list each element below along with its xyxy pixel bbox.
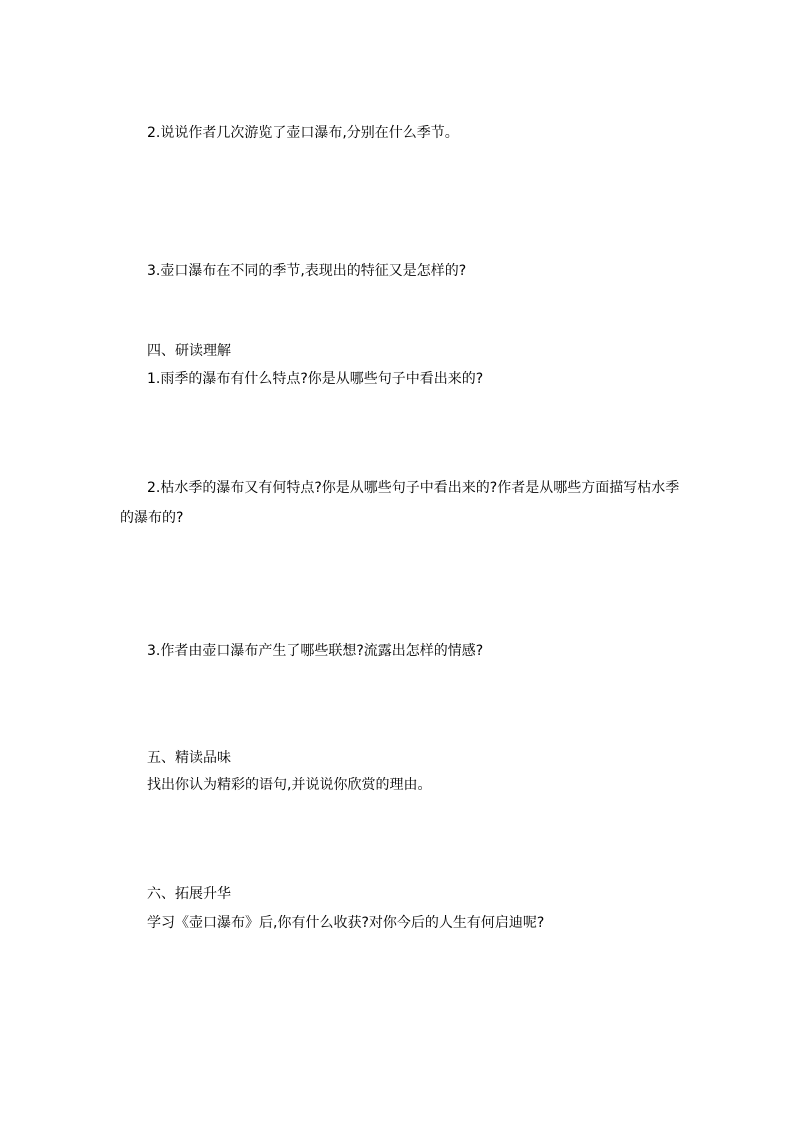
section-4-question-3: 3.作者由壶口瀑布产生了哪些联想?流露出怎样的情感? <box>147 643 484 659</box>
question-2-seasons: 2.说说作者几次游览了壶口瀑布,分别在什么季节。 <box>147 125 459 141</box>
section-6-prompt: 学习《壶口瀑布》后,你有什么收获?对你今后的人生有何启迪呢? <box>147 915 545 931</box>
section-4-heading: 四、研读理解 <box>147 343 231 359</box>
section-4-question-1: 1.雨季的瀑布有什么特点?你是从哪些句子中看出来的? <box>147 371 484 387</box>
section-5-prompt: 找出你认为精彩的语句,并说说你欣赏的理由。 <box>147 777 432 793</box>
section-5-heading: 五、精读品味 <box>147 750 231 766</box>
question-3-features: 3.壶口瀑布在不同的季节,表现出的特征又是怎样的? <box>147 263 467 279</box>
section-4-question-2: 2.枯水季的瀑布又有何特点?你是从哪些句子中看出来的?作者是从哪些方面描写枯水季的瀑布的? <box>120 480 680 526</box>
section-6-heading: 六、拓展升华 <box>147 886 231 902</box>
